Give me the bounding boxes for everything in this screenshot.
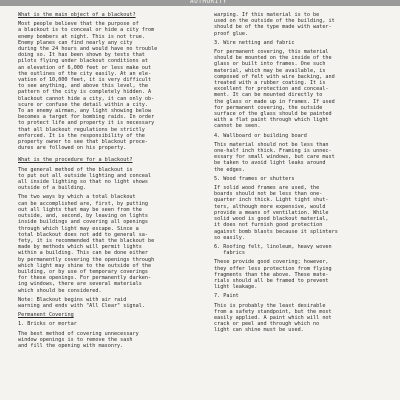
list-item-wire-netting: 3. Wire netting and fabric <box>214 39 295 46</box>
list-item-roofing-felt: 6. Roofing felt, linoleum, heavy woven fabrics <box>214 243 332 257</box>
paragraph-blackout-purpose: Most people believe that the purpose of a blackout is to conceal or hide a city from enemy bombers at night. This is not true. Enemy planes can find nearly any city during the 24 hours and would have no trouble doing so. It has been shown by tests that pilots flying under blackout conditions at an elevation of 6,000 feet or less make out the outlines of the city easily. At an ele- vation of 10,000 feet, it is very difficult to see anything, and above this level, the pattern of the city is completely hidden. A blackout cannot hide a city, it can only ob- scure or confuse the detail within a city. To an enemy airman, any light showing below becomes a target for bombing raids. In order to protect life and property it is necessary that all blackout regulations be strictly enforced. It is the responsibility of the property owner to see that blackout proce- dures are followed on his property. <box>18 21 158 152</box>
list-item-paint: 7. Paint <box>214 293 239 300</box>
left-column <box>18 12 196 349</box>
section-heading-permanent-covering: Permanent Covering <box>18 312 74 319</box>
right-column <box>214 12 392 334</box>
paragraph-warping: warping. If this material is to be used on the outside of the building, it should be of the type made with water- proof glue. <box>214 12 335 37</box>
list-item-wallboard: 4. Wallboard or building board <box>214 132 307 139</box>
paragraph-general-method: The general method of the blackout is to put out all outside lighting and conceal all inside lighting so that no light shows outside of a building. <box>18 166 152 192</box>
question-heading-procedure: What is the procedure for a blackout? <box>18 157 133 164</box>
paragraph-bricks: The best method of covering unnecessary window openings is to remove the sash and fill the opening with masonry. <box>18 330 139 349</box>
paragraph-roofing-felt: These provide good covering; however, they offer less protection from flying fragments than the above. These mate- rials should all be framed to prevent light leakage. <box>214 259 332 291</box>
note-paragraph: Note: Blackout begins with air raid warning and ends with "All Clear" signal. <box>18 296 145 309</box>
paragraph-wood-frames: If solid wood frames are used, the boards should not be less than one- quarter inch thick. Light tight shut- ters, although more expensive, would provide a means of ventilation. While solid wood is good blackout material, it does not furnish good protection against bomb blasts because it splinters so easily. <box>214 185 338 241</box>
list-item-wood-frames: 5. Wood frames or shutters <box>214 175 295 182</box>
paragraph-wallboard: This material should not be less than one-half inch thick. Framing is unnec- essary for small windows, but care must be taken to avoid light leaks around the edges. <box>214 141 335 173</box>
paragraph-paint: This is probably the least desirable from a safety standpoint, but the most easily applied. A paint which will not crack or peel and through which no light can shine must be used. <box>214 302 332 334</box>
question-heading-main-object: What is the main object of a blackout? <box>18 12 136 18</box>
paragraph-wire-netting: For permanent covering, this material should be mounted on the inside of the glass or built into frames. One such material, which may be available, is composed of felt with wire backing, and treated with a rubber coating. It is excellent for protection and conceal- ment. It can be mounted directly to the glass or made up in frames. If used for permanent covering, the outside surface of the glass should be painted with a flat paint through which light cannot be seen. <box>214 49 335 130</box>
header-bar <box>0 0 400 6</box>
paragraph-two-ways: The two ways by which a total blackout can be accomplished are, first, by putting out all lights that may be seen from the outside, and, second, by leaving on lights inside buildings and covering all openings through which light may escape. Since a total blackout does not add to general sa- fety, it is recommended that the blackout be made by methods which will permit lights within a building. This can be done either by permanently covering the openings through which light may shine to the outside of the building, or by use of temporary coverings for these openings. For permanently darken- ing windows, there are several materials which should be considered. <box>18 194 155 294</box>
list-item-bricks: 1. Bricks or mortar <box>18 321 77 328</box>
header-title: AUTHORITY <box>190 0 228 5</box>
